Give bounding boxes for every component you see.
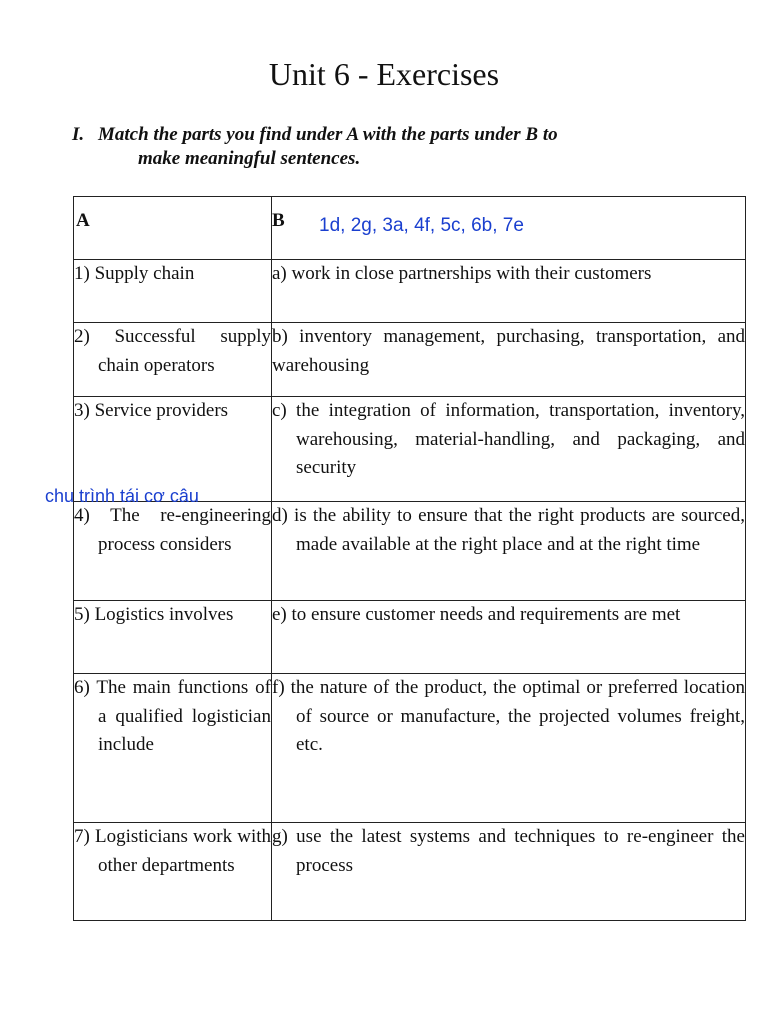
item-a-4: 4) The re-engineering process considers xyxy=(74,505,271,555)
table-row xyxy=(74,260,746,323)
page-title: Unit 6 - Exercises xyxy=(268,56,500,92)
header-cell-b xyxy=(272,197,746,260)
item-a-7: 7) Logisticians work with other departments xyxy=(74,826,271,876)
item-b-g: g) use the latest systems and techniques to re-engineer the process xyxy=(272,826,745,876)
item-b-d: d) is the ability to ensure that the right products are sourced, made available at the right place and at the right time xyxy=(272,505,745,555)
item-a-1: 1) Supply chain xyxy=(74,263,195,284)
table-row xyxy=(74,823,746,921)
item-a-2: 2) Successful supply chain operators xyxy=(74,326,271,376)
instruction-line-2: make meaningful sentences. xyxy=(138,148,361,169)
item-b-e: e) to ensure customer needs and requirements are met xyxy=(272,604,681,625)
table-header-row xyxy=(74,197,746,260)
cell-a xyxy=(74,260,272,323)
cell-a xyxy=(74,823,272,921)
item-a-6: 6) The main functions of a qualified logistician include xyxy=(74,677,271,755)
item-a-5: 5) Logistics involves xyxy=(74,604,234,625)
column-b-header: B xyxy=(272,210,285,231)
cell-b xyxy=(272,674,746,823)
item-a-3: 3) Service providers xyxy=(74,400,229,421)
cell-b xyxy=(272,323,746,397)
table-row xyxy=(74,502,746,601)
table-row xyxy=(74,601,746,674)
table-row xyxy=(74,674,746,823)
cell-a xyxy=(74,674,272,823)
table-row xyxy=(74,323,746,397)
item-b-a: a) work in close partnerships with their customers xyxy=(272,263,652,284)
instruction-number: I. xyxy=(72,124,85,145)
item-b-c: c) the integration of information, transportation, inventory, warehousing, material-handling, and packaging, and security xyxy=(272,400,745,478)
cell-b xyxy=(272,260,746,323)
cell-a xyxy=(74,502,272,601)
cell-a xyxy=(74,323,272,397)
cell-b xyxy=(272,601,746,674)
header-cell-a xyxy=(74,197,272,260)
handwritten-note: chu trình tái cơ câu xyxy=(45,486,199,506)
item-b-f: f) the nature of the product, the optimal or preferred location of source or manufacture, the projected volumes freight, etc. xyxy=(272,677,745,755)
matching-table xyxy=(73,196,746,921)
instruction xyxy=(72,123,712,171)
item-b-b: b) inventory management, purchasing, transportation, and warehousing xyxy=(272,326,745,376)
instruction-line-1: Match the parts you find under A with the parts under B to xyxy=(98,124,558,145)
cell-a xyxy=(74,601,272,674)
cell-b xyxy=(272,823,746,921)
column-a-header: A xyxy=(76,210,90,231)
handwritten-answer-key: 1d, 2g, 3a, 4f, 5c, 6b, 7e xyxy=(319,215,524,236)
cell-b xyxy=(272,397,746,502)
cell-b xyxy=(272,502,746,601)
